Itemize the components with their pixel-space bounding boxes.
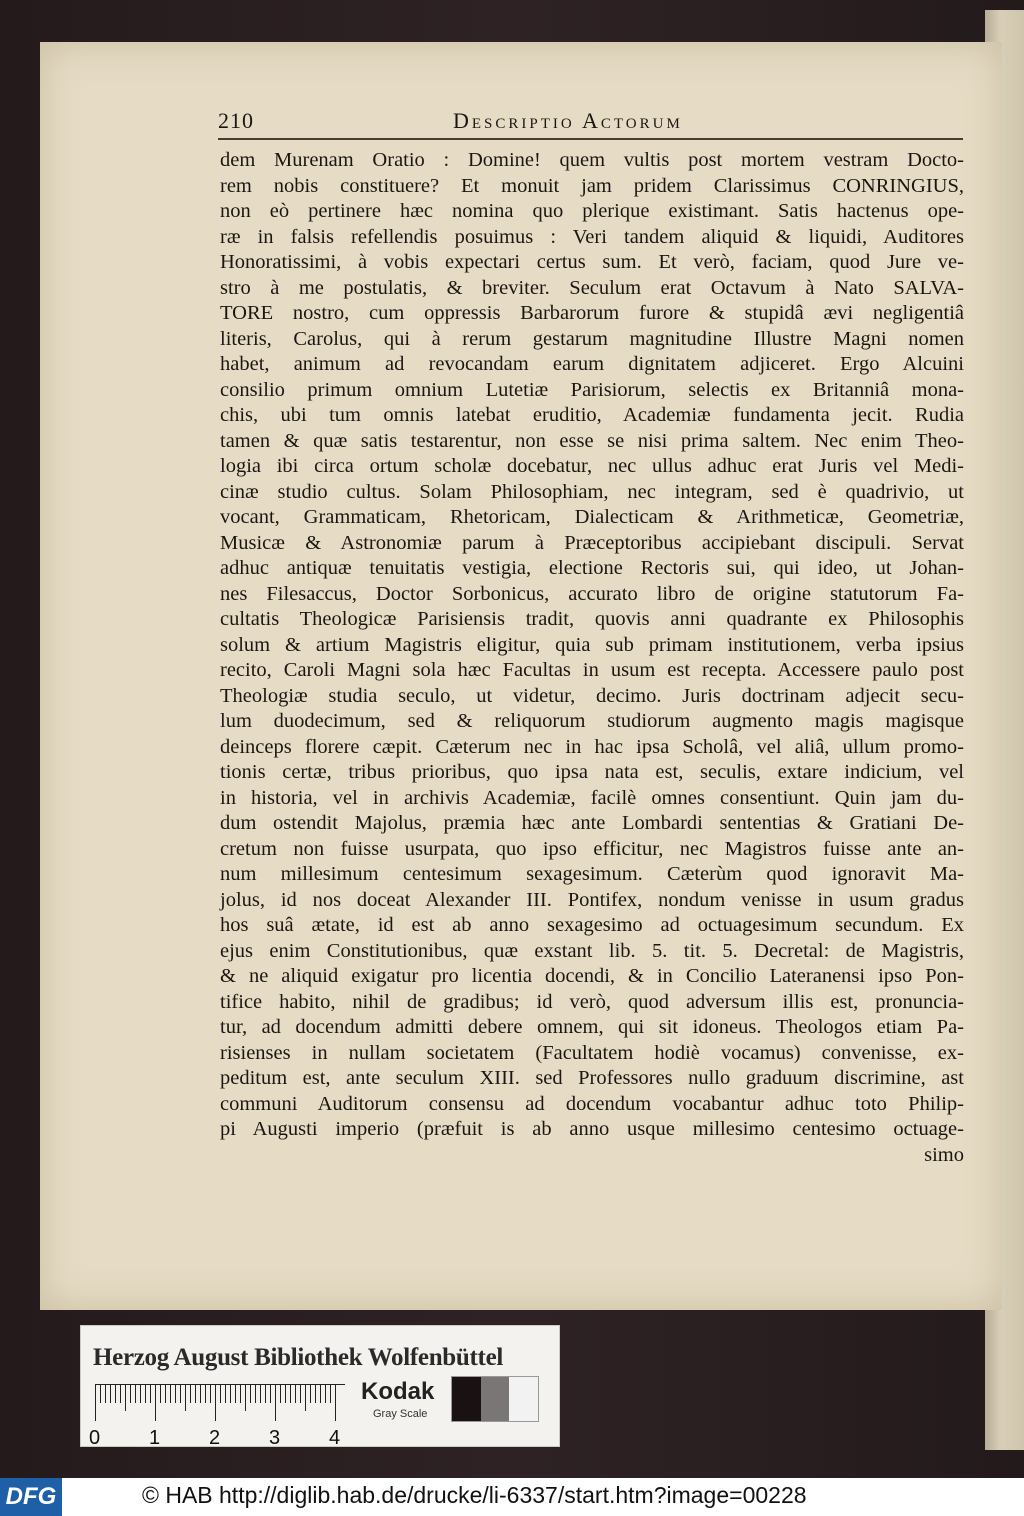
ruler-tick: [280, 1385, 281, 1403]
ruler-tick: [165, 1385, 166, 1403]
text-line: tamen & quæ satis testarentur, non esse se nisi prima saltem. Nec enim Theo-: [220, 429, 964, 452]
dfg-logo: DFG: [0, 1478, 62, 1516]
page-number: 210: [218, 108, 254, 133]
gray-scale-patches: [451, 1376, 539, 1422]
text-line: rem nobis constituere? Et monuit jam pridem Clarissimus CONRINGIUS,: [220, 174, 964, 197]
ruler-tick: [305, 1385, 306, 1411]
ruler-tick: [100, 1385, 101, 1403]
ruler-tick: [310, 1385, 311, 1403]
ruler-tick: [110, 1385, 111, 1403]
text-line: num millesimum centesimum sexagesimum. Cæterùm quod ignoravit Ma-: [220, 863, 964, 885]
ruler-tick: [135, 1385, 136, 1403]
text-line: literis, Carolus, qui à rerum gestarum magnitudine Illustre Magni nomen: [220, 327, 964, 350]
ruler-tick: [190, 1385, 191, 1403]
ruler-tick: [195, 1385, 196, 1403]
text-line: tifice habito, nihil de gradibus; id verò, quod adversum illis est, pronuncia-: [220, 990, 964, 1013]
ruler-tick: [95, 1385, 96, 1421]
ruler-tick: [225, 1385, 226, 1403]
ruler-tick: [130, 1385, 131, 1403]
ruler-number: 2: [209, 1427, 221, 1449]
text-line: Honoratissimi, à vobis expectari certus sum. Et verò, faciam, quod Jure ve-: [220, 251, 964, 273]
ruler-tick: [185, 1385, 186, 1411]
ruler-tick: [315, 1385, 316, 1403]
ruler-tick: [220, 1385, 221, 1403]
ruler-tick: [335, 1385, 336, 1421]
text-line: simo: [924, 1143, 964, 1166]
color-calibration-card: [80, 1325, 560, 1447]
ruler-tick: [175, 1385, 176, 1403]
ruler-tick: [250, 1385, 251, 1403]
text-line: vocant, Grammaticam, Rhetoricam, Dialecticam & Arithmeticæ, Geometriæ,: [220, 506, 964, 528]
ruler-tick: [230, 1385, 231, 1403]
text-line: logia ibi circa ortum scholæ docebatur, nec ullus adhuc erat Juris vel Medi-: [220, 455, 964, 477]
ruler-tick: [180, 1385, 181, 1403]
text-line: jolus, id nos doceat Alexander III. Pontifex, nondum venisse in usum gradus: [220, 888, 964, 911]
footer-bar: [0, 1478, 1024, 1516]
text-line: adhuc antiquæ tenuitatis vestigia, electione Rectoris sui, qui ideo, ut Johan-: [220, 557, 964, 579]
ruler-number: 3: [269, 1427, 281, 1449]
text-line: tur, ad docendum admitti debere omnem, qui sit idoneus. Theologos etiam Pa-: [220, 1016, 964, 1038]
ruler-tick: [215, 1385, 216, 1421]
text-line: cretum non fuisse usurpata, quo ipso efficitur, nec Magistros fuisse ante an-: [220, 837, 964, 860]
ruler-tick: [210, 1385, 211, 1403]
text-line: communi Auditorum consensu ad docendum vocabantur adhuc toto Philip-: [220, 1092, 964, 1115]
ruler-tick: [265, 1385, 266, 1403]
ruler-tick: [200, 1385, 201, 1403]
running-head: Descriptio Actorum: [453, 108, 683, 133]
ruler-tick: [330, 1385, 331, 1403]
ruler-tick: [290, 1385, 291, 1403]
ruler-tick: [235, 1385, 236, 1403]
text-line: Musicæ & Astronomiæ parum à Præceptoribus accipiebant discipuli. Servat: [220, 531, 964, 554]
text-line: cultatis Theologicæ Parisiensis tradit, quovis anni quadrante ex Philosophis: [220, 608, 964, 630]
text-line: non eò pertinere hæc nomina quo plerique existimant. Satis hactenus ope-: [220, 200, 964, 222]
ruler-tick: [325, 1385, 326, 1403]
text-line: nes Filesaccus, Doctor Sorbonicus, accurato libro de origine statutorum Fa-: [220, 582, 964, 605]
gray-patch: [509, 1377, 538, 1421]
text-line: consilio primum omnium Lutetiæ Parisiorum, selectis ex Britanniâ mona-: [220, 378, 964, 401]
text-line: TORE nostro, cum oppressis Barbarorum furore & stupidâ ævi negligentiâ: [220, 302, 964, 324]
text-line: dem Murenam Oratio : Domine! quem vultis post mortem vestram Docto-: [220, 149, 964, 171]
ruler-tick: [170, 1385, 171, 1403]
ruler-tick: [295, 1385, 296, 1403]
ruler-tick: [155, 1385, 156, 1421]
text-line: tionis certæ, tribus prioribus, quo ipsa nata est, seculis, extare indicium, vel: [220, 761, 964, 783]
ruler-tick: [270, 1385, 271, 1403]
body-text: [220, 148, 964, 1168]
text-line: dum ostendit Majolus, præmia hæc ante Lombardi sententias & Gratiani De-: [220, 812, 964, 834]
copyright-link[interactable]: © HAB http://diglib.hab.de/drucke/li-6337/start.htm?image=00228: [142, 1482, 807, 1508]
text-line: stro à me postulatis, & breviter. Seculum erat Octavum à Nato SALVA-: [220, 276, 964, 299]
ruler-tick: [275, 1385, 276, 1421]
ruler-tick: [125, 1385, 126, 1411]
gray-scale-label: Gray Scale: [373, 1408, 428, 1420]
ruler-tick: [320, 1385, 321, 1403]
page-header: [218, 108, 963, 140]
ruler-tick: [240, 1385, 241, 1403]
text-line: risienses in nullam societatem (Facultatem hodiè vocamus) convenisse, ex-: [220, 1041, 964, 1064]
ruler-tick: [105, 1385, 106, 1403]
ruler-tick: [145, 1385, 146, 1403]
text-line: & ne aliquid exigatur pro licentia docendi, & in Concilio Lateranensi ipso Pon-: [220, 965, 964, 987]
ruler-tick: [115, 1385, 116, 1403]
text-line: lum duodecimum, sed & reliquorum studiorum augmento magis magisque: [220, 710, 964, 732]
text-line: Theologiæ studia seculo, ut videtur, decimo. Juris doctrinam adjecit secu-: [220, 684, 964, 707]
ruler-tick: [150, 1385, 151, 1403]
ruler-tick: [140, 1385, 141, 1403]
ruler: [89, 1384, 345, 1449]
text-line: pi Augusti imperio (præfuit is ab anno usque millesimo centesimo octuage-: [220, 1118, 964, 1140]
text-line: solum & artium Magistris eligitur, quia sub primam institutionem, verba ipsius: [220, 633, 964, 656]
gray-patch: [481, 1377, 510, 1421]
text-line: cinæ studio cultus. Solam Philosophiam, nec integram, sed è quadrivio, ut: [220, 480, 964, 503]
text-line: deinceps florere cæpit. Cæterum nec in hac ipsa Scholâ, vel aliâ, ullum promo-: [220, 735, 964, 758]
ruler-tick: [255, 1385, 256, 1403]
ruler-tick: [285, 1385, 286, 1403]
gray-patch: [452, 1377, 481, 1421]
ruler-tick: [160, 1385, 161, 1403]
text-line: ræ in falsis refellendis posuimus : Veri tandem aliquid & liquidi, Auditores: [220, 225, 964, 248]
kodak-logo: Kodak: [361, 1378, 435, 1405]
text-line: hos suâ ætate, id est ab anno sexagesimo ad octuagesimum secundum. Ex: [220, 914, 964, 936]
text-line: recito, Caroli Magni sola hæc Facultas in usum est recepta. Accessere paulo post: [220, 659, 964, 681]
library-name: Herzog August Bibliothek Wolfenbüttel: [93, 1344, 504, 1371]
ruler-number: 4: [329, 1427, 341, 1449]
text-line: peditum est, ante seculum XIII. sed Professores nullo graduum discrimine, ast: [220, 1067, 964, 1089]
text-line: habet, animum ad revocandam earum dignitatem adjiceret. Ergo Alcuini: [220, 353, 964, 375]
ruler-tick: [260, 1385, 261, 1403]
ruler-tick: [120, 1385, 121, 1403]
ruler-number: 1: [149, 1427, 161, 1449]
ruler-number: 0: [89, 1427, 101, 1449]
text-line: chis, ubi tum omnis latebat eruditio, Academiæ fundamenta jecit. Rudia: [220, 404, 964, 426]
text-line: in historia, vel in archivis Academiæ, facilè omnes consentiunt. Quin jam du-: [220, 786, 964, 809]
text-line: ejus enim Constitutionibus, quæ exstant lib. 5. tit. 5. Decretal: de Magistris,: [220, 939, 964, 962]
ruler-tick: [245, 1385, 246, 1411]
ruler-tick: [205, 1385, 206, 1403]
ruler-tick: [300, 1385, 301, 1403]
